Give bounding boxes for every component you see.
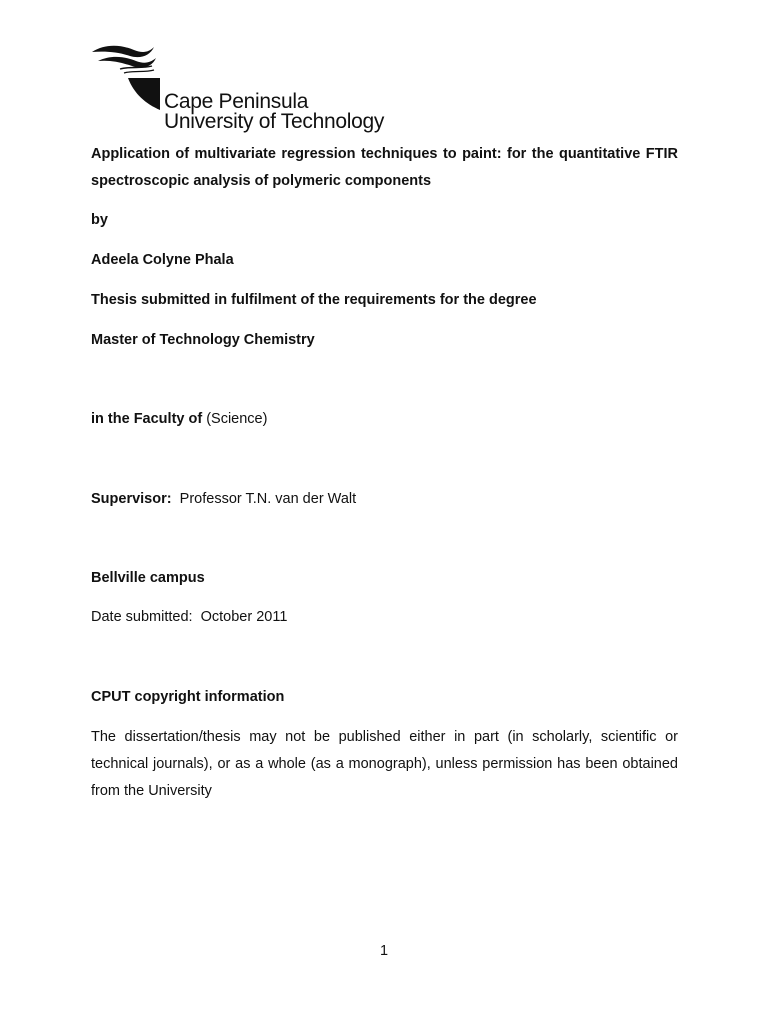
degree-statement: Thesis submitted in fulfilment of the requirements for the degree (91, 292, 537, 308)
supervisor-line (91, 486, 678, 513)
copyright-heading: CPUT copyright information (91, 689, 285, 705)
date-line (91, 604, 678, 631)
page-number: 1 (379, 943, 389, 959)
logo-text-line-2: University of Technology (164, 110, 385, 133)
thesis-title: Application of multivariate regression techniques to paint: for the quantitative FTIR spectroscopic analysis of polymeric components (91, 146, 678, 189)
author-name: Adeela Colyne Phala (91, 252, 234, 268)
logo-text-line-1: Cape Peninsula (164, 90, 309, 113)
degree-name: Master of Technology Chemistry (91, 332, 315, 348)
faculty-label: in the Faculty of (91, 411, 203, 427)
date-value: October 2011 (200, 609, 288, 625)
faculty-value: (Science) (206, 411, 268, 427)
copyright-body: The dissertation/thesis may not be published either in part (in scholarly, scientific or technical journals), or as a whole (as a monograph), unless permission has been obtained from the University (91, 729, 678, 799)
faculty-line (91, 406, 678, 433)
date-label: Date submitted: (91, 609, 193, 625)
supervisor-name: Professor T.N. van der Walt (179, 491, 357, 507)
by-label: by (91, 212, 108, 228)
university-logo (90, 42, 390, 137)
campus-name: Bellville campus (91, 570, 205, 586)
cput-emblem-icon (90, 42, 162, 112)
supervisor-label: Supervisor: (91, 491, 172, 507)
